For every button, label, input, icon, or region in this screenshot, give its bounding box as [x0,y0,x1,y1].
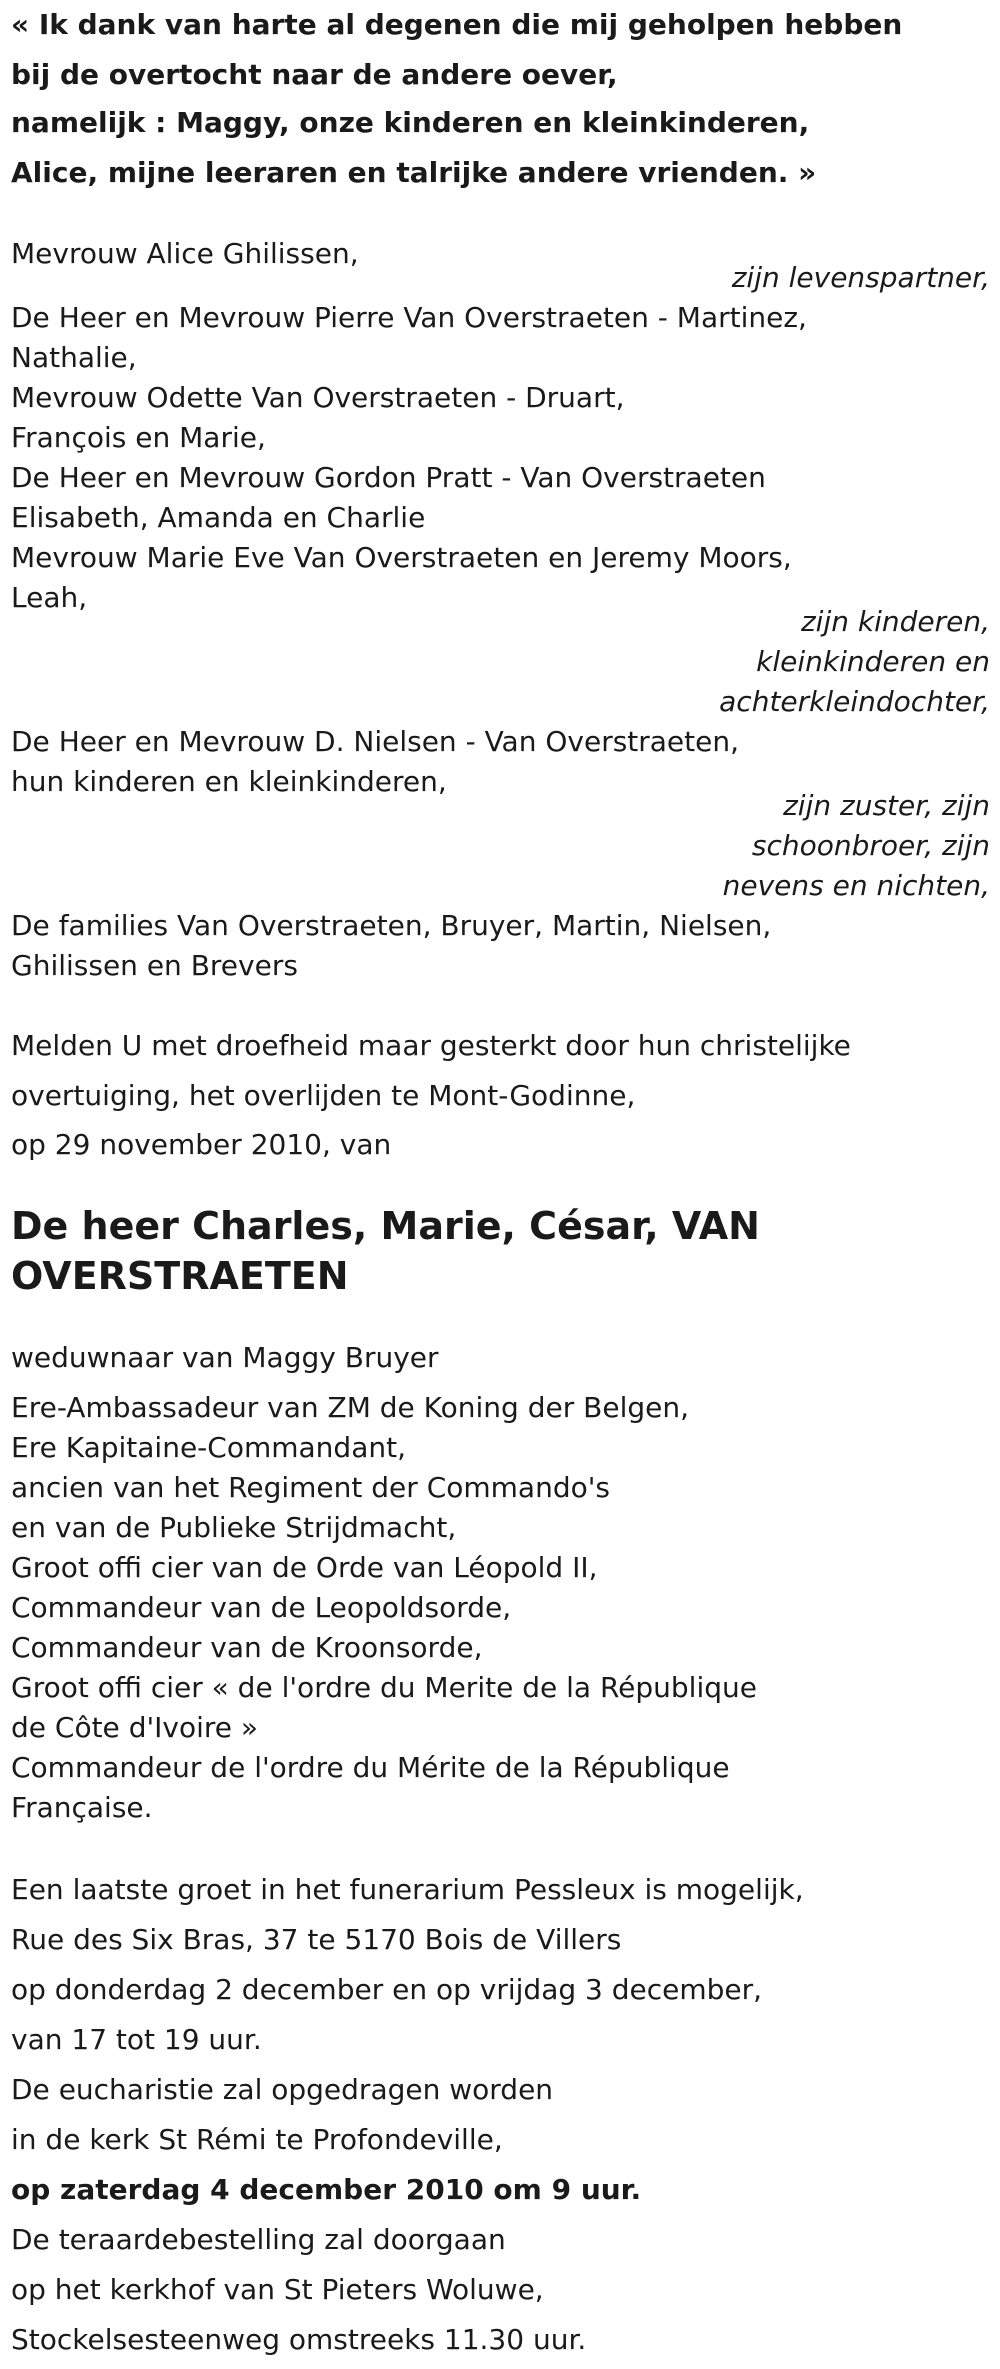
partner-name: Mevrouw Alice Ghilissen, [11,237,359,270]
announcement-line: overtuiging, het overlijden te Mont-Godinne, [11,1079,636,1112]
children-role: kleinkinderen en [756,645,990,678]
announcement-line: Melden U met droefheid maar gesterkt door hun christelijke [11,1029,851,1062]
family-line: De Heer en Mevrouw Pierre Van Overstraeten - Martinez, [11,301,807,334]
children-role: achterkleindochter, [719,685,990,718]
title-line: Commandeur van de Kroonsorde, [11,1631,483,1664]
deceased-name: OVERSTRAETEN [11,1254,349,1298]
ceremony-line: op het kerkhof van St Pieters Woluwe, [11,2273,544,2306]
family-line: Nathalie, [11,341,137,374]
ceremony-line: in de kerk St Rémi te Profondeville, [11,2123,503,2156]
sister-role: zijn zuster, zijn [783,789,990,822]
family-line: De families Van Overstraeten, Bruyer, Martin, Nielsen, [11,909,772,942]
title-line: Groot offi cier « de l'ordre du Merite de la République [11,1671,757,1704]
ceremony-line: Stockelsesteenweg omstreeks 11.30 uur. [11,2323,587,2356]
ceremony-line: op donderdag 2 december en op vrijdag 3 december, [11,1973,763,2006]
title-line: Groot offi cier van de Orde van Léopold II, [11,1551,598,1584]
family-line: Leah, [11,581,88,614]
title-line: Commandeur de l'ordre du Mérite de la République [11,1751,730,1784]
ceremony-line: Rue des Six Bras, 37 te 5170 Bois de Villers [11,1923,622,1956]
title-line: Française. [11,1791,153,1824]
family-line: Mevrouw Odette Van Overstraeten - Druart, [11,381,625,414]
family-line: Elisabeth, Amanda en Charlie [11,501,426,534]
family-line: De Heer en Mevrouw Gordon Pratt - Van Overstraeten [11,461,766,494]
children-role: zijn kinderen, [800,605,990,638]
ceremony-line: Een laatste groet in het funerarium Pessleux is mogelijk, [11,1873,804,1906]
title-line: en van de Publieke Strijdmacht, [11,1511,457,1544]
announcement-line: op 29 november 2010, van [11,1128,392,1161]
ceremony-line: De teraardebestelling zal doorgaan [11,2223,506,2256]
title-line: ancien van het Regiment der Commando's [11,1471,611,1504]
title-line: Commandeur van de Leopoldsorde, [11,1591,512,1624]
quote-line: namelijk : Maggy, onze kinderen en kleinkinderen, [11,106,810,139]
quote-line: bij de overtocht naar de andere oever, [11,58,618,91]
quote-line: Alice, mijne leeraren en talrijke andere vrienden. » [11,156,817,189]
family-line: De Heer en Mevrouw D. Nielsen - Van Overstraeten, [11,725,740,758]
quote-line: « Ik dank van harte al degenen die mij geholpen hebben [11,8,903,41]
family-line: François en Marie, [11,421,266,454]
sister-role: schoonbroer, zijn [751,829,990,862]
family-line: Mevrouw Marie Eve Van Overstraeten en Jeremy Moors, [11,541,792,574]
deceased-name: De heer Charles, Marie, César, VAN [11,1204,760,1248]
family-line: hun kinderen en kleinkinderen, [11,765,447,798]
widower-line: weduwnaar van Maggy Bruyer [11,1341,439,1374]
ceremony-line: De eucharistie zal opgedragen worden [11,2073,554,2106]
ceremony-line: van 17 tot 19 uur. [11,2023,262,2056]
partner-role: zijn levenspartner, [731,261,990,294]
ceremony-date: op zaterdag 4 december 2010 om 9 uur. [11,2173,642,2206]
sister-role: nevens en nichten, [722,869,990,902]
title-line: Ere Kapitaine-Commandant, [11,1431,406,1464]
title-line: de Côte d'Ivoire » [11,1711,259,1744]
title-line: Ere-Ambassadeur van ZM de Koning der Belgen, [11,1391,689,1424]
family-line: Ghilissen en Brevers [11,949,298,982]
